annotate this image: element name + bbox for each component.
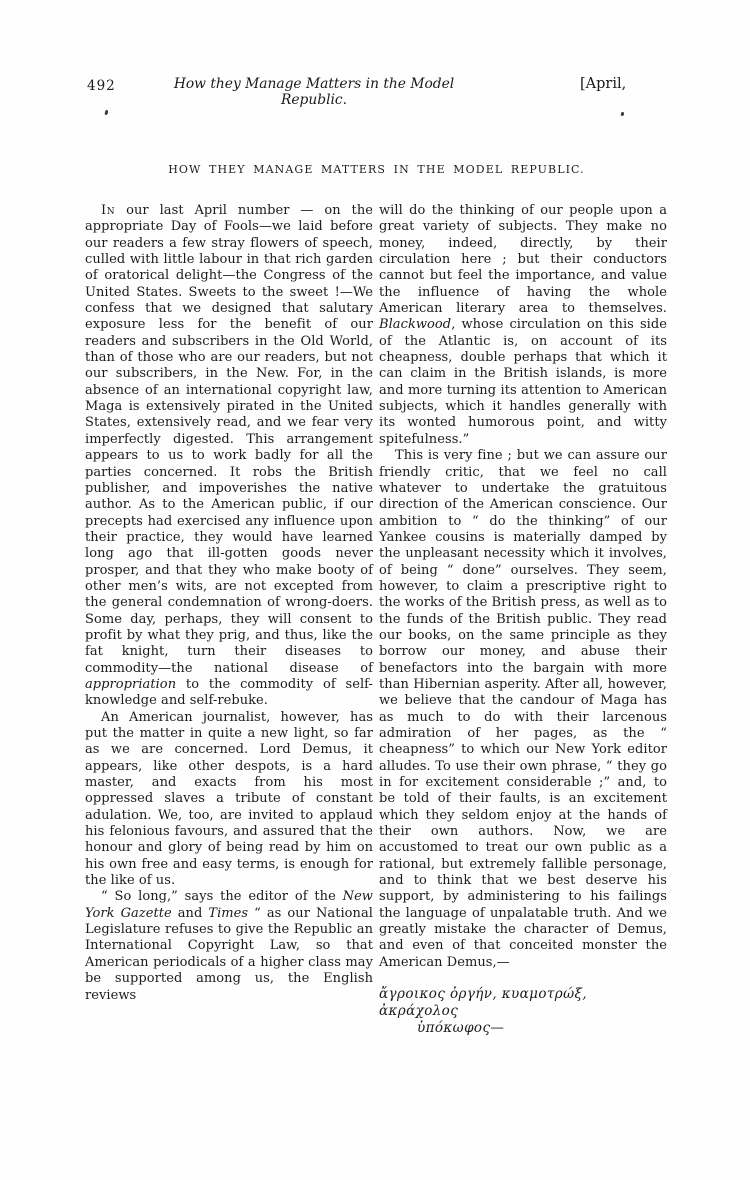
paragraph: This is very fine ; but we can assure our friendly critic, that we feel no call whatever to undertake the gratuitous direction of the American conscience. Our ambition to “ do the thinking” of our Yankee cousins is materially damped by the unpleasant necessity which it involves, of being “ done” ourselves. They seem, however, to claim a prescriptive right to the works of the British press, as well as to the funds of the British public. They read our books, on the same principle as they borrow our money, and abuse their benefactors into the bargain with more than Hibernian asperity. After all, however, we believe that the candour of Maga has as much to do with their larcenous admiration of her pages, as the “ cheapness” to which our New York editor alludes. To use their own phrase, “ they go in for excitement considerable ;” and, to be told of their faults, is an excitement which they seldom enjoy at the hands of their own authors. Now, we are accustomed to treat our own public as a rational, but extremely fallible personage, and to think that we best deserve his support, by administering to his failings the language of unpalatable truth. And we greatly mistake the character of Demus, and even of that conceited monster the American Demus,— bbox=[379, 448, 667, 970]
greek-line: ἄγροικος ὀργήν, κυαμοτρώξ, ἀκράχολος bbox=[379, 986, 588, 1020]
greek-line: ὑπόκωφος— bbox=[417, 1020, 505, 1037]
scan-speck bbox=[621, 112, 625, 117]
running-header bbox=[0, 76, 750, 108]
article-title: HOW THEY MANAGE MATTERS IN THE MODEL REPUBLIC. bbox=[168, 163, 585, 176]
page-number: 492 bbox=[87, 78, 116, 94]
text-columns bbox=[85, 203, 668, 1037]
greek-quotation bbox=[379, 986, 667, 1037]
running-title: How they Manage Matters in the Model Republic. bbox=[173, 76, 455, 108]
paragraph: will do the thinking of our people upon a great variety of subjects. They make no money, indeed, directly, by their circulation here ; but their conductors cannot but feel the importance, and value the influence of having the whole American literary area to themselves. Blackwood, whose circulation on this side of the Atlantic is, on account of its cheapness, double perhaps that which it can claim in the British islands, is more and more turning its attention to American subjects, which it handles generally with its wonted humorous point, and witty spitefulness.” bbox=[379, 203, 667, 447]
scan-speck bbox=[104, 110, 108, 116]
paragraph: An American journalist, however, has put the matter in quite a new light, so far as we are concerned. Lord Demus, it appears, like other despots, is a hard master, and exacts from his most oppressed slaves a tribute of constant adulation. We, too, are invited to applaud his felonious favours, and assured that the honour and glory of being read by him on his own free and easy terms, is enough for the like of us. bbox=[85, 709, 373, 889]
paragraph: In our last April number — on the appropriate Day of Fools—we laid before our readers a few stray flowers of speech, culled with little labour in that rich garden of oratorical delight—the Congress of the United States. Sweets to the sweet !—We confess that we designed that salutary exposure less for the benefit of our readers and subscribers in the Old World, than of those who are our readers, but not our subscribers, in the New. For, in the absence of an international copyright law, Maga is extensively pirated in the United States, extensively read, and we fear very imperfectly digested. This arrangement appears to us to work badly for all the parties concerned. It robs the British publisher, and impoverishes the native author. As to the American public, if our precepts had exercised any influence upon their practice, they would have learned long ago that ill-gotten goods never prosper, and that they who make booty of other men’s wits, are not excepted from the general condemnation of wrong-doers. Some day, perhaps, they will consent to profit by what they prig, and thus, like the fat knight, turn their diseases to commodity—the national disease of appropriation to the commodity of self-knowledge and self-rebuke. bbox=[85, 203, 373, 709]
right-column bbox=[379, 203, 667, 1037]
issue-date: [April, bbox=[580, 76, 627, 92]
paragraph: “ So long,” says the editor of the New York Gazette and Times “ as our National Legislature refuses to give the Republic an International Copyright Law, so that American periodicals of a higher class may be supported among us, the English reviews bbox=[85, 889, 373, 1003]
left-column bbox=[85, 203, 373, 1037]
